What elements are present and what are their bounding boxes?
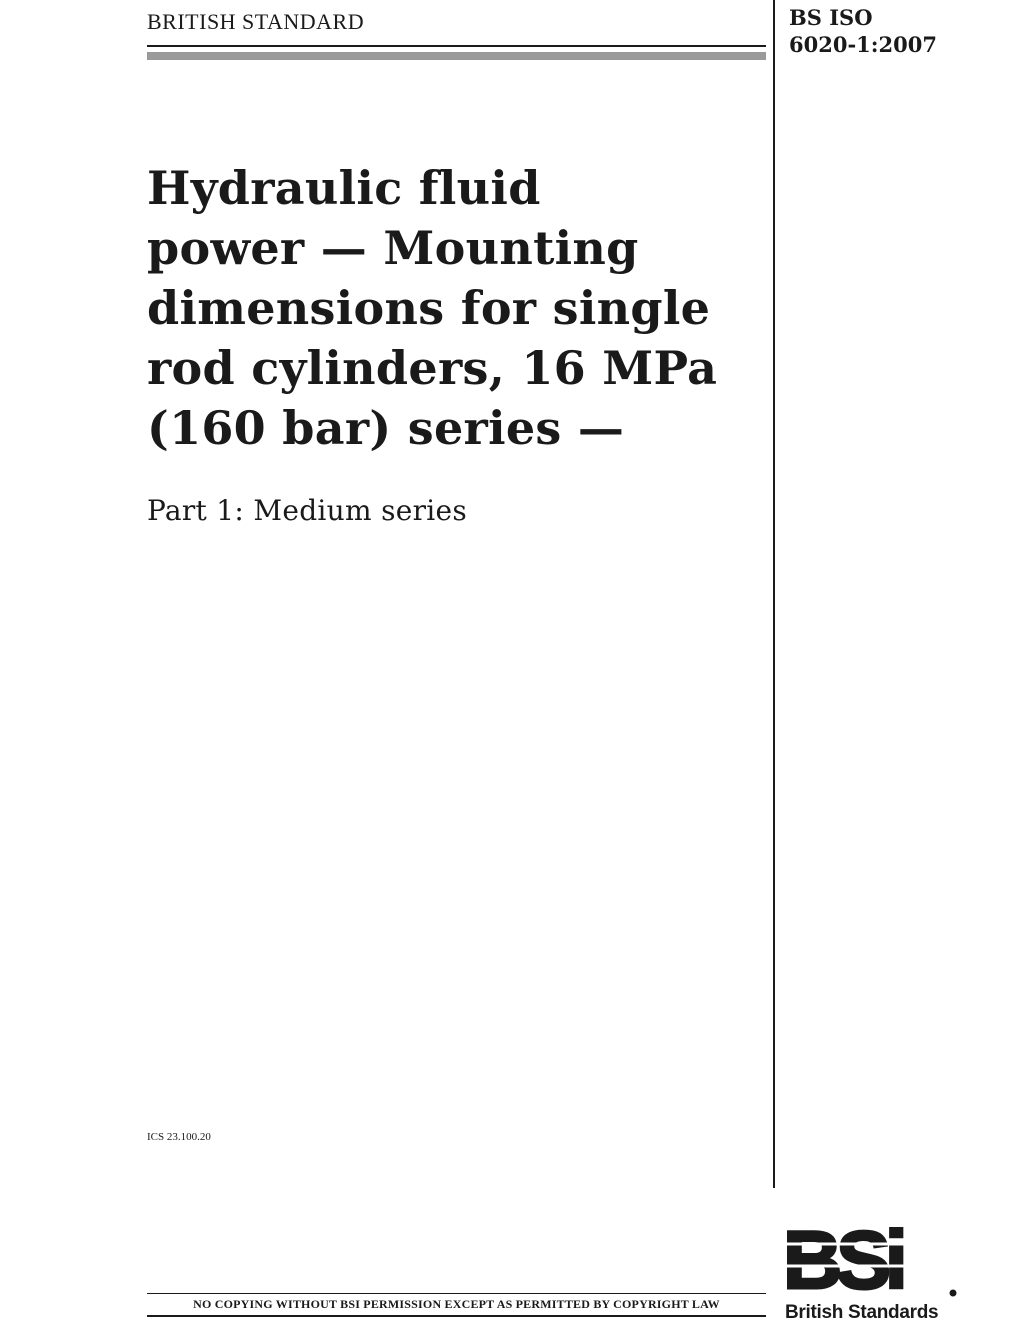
vertical-divider <box>773 0 775 1188</box>
document-number <box>789 4 937 58</box>
document-title <box>147 158 757 458</box>
header-rule-thin <box>147 45 766 47</box>
bsi-logo <box>783 1222 958 1320</box>
ics-code: ICS 23.100.20 <box>147 1131 211 1143</box>
title-line: rod cylinders, 16 MPa <box>147 341 718 395</box>
bsi-logo-mark <box>783 1222 958 1302</box>
bsi-logo-caption: British Standards <box>785 1302 939 1320</box>
copyright-notice: NO COPYING WITHOUT BSI PERMISSION EXCEPT AS PERMITTED BY COPYRIGHT LAW <box>193 1297 720 1311</box>
header-rule-thick <box>147 52 766 60</box>
title-line: power — Mounting <box>147 221 639 275</box>
document-number-line2: 6020-1:2007 <box>789 32 937 57</box>
footer-rule-bottom <box>147 1315 766 1317</box>
title-line: dimensions for single <box>147 281 711 335</box>
bsi-logo-letters: BSi <box>783 1222 902 1302</box>
document-subtitle: Part 1: Medium series <box>147 494 468 527</box>
document-number-line1: BS ISO <box>789 5 873 30</box>
standard-type-label: BRITISH STANDARD <box>147 9 365 34</box>
title-line: Hydraulic fluid <box>147 161 541 215</box>
footer-rule-top <box>147 1293 766 1294</box>
title-line: (160 bar) series — <box>147 401 625 455</box>
